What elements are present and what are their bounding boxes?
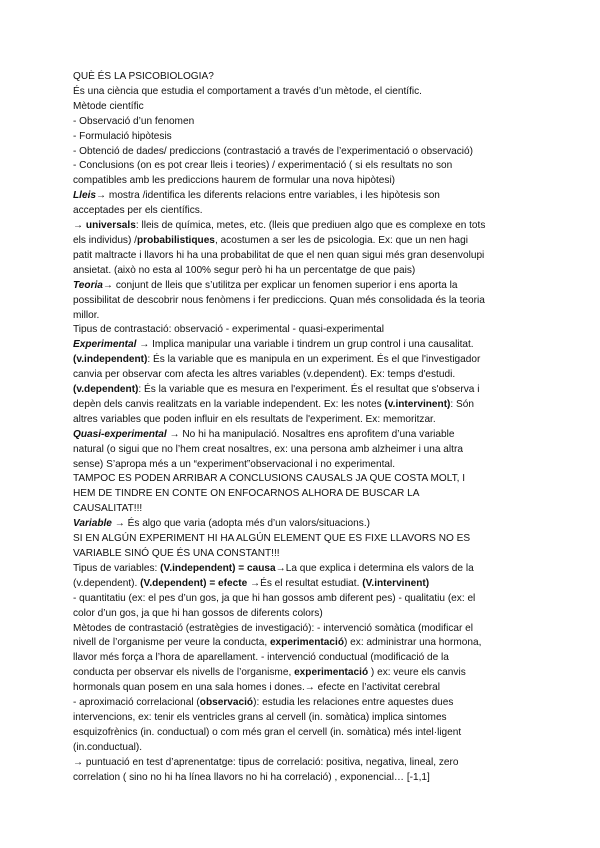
variable-term: Variable xyxy=(73,518,112,530)
methods-line xyxy=(73,696,533,711)
methods-text: ) ex: administrar una hormona, xyxy=(344,637,482,649)
document-page xyxy=(73,70,533,786)
vd-text: : És la variable que es mesura en l'experiment. És el resultat que s'observa i xyxy=(138,384,480,396)
vd-efecte-term: (V.dependent) = efecte xyxy=(140,577,248,589)
universals-line: patit maltracte i llavors hi ha una probabilitat de que el nen quan sigui més gran desenvolupi xyxy=(73,249,485,261)
methods-line: intervencions, ex: tenir els ventricles grans al cervell (in. somàtica) implica sintomes xyxy=(73,711,447,723)
teoria-text: → conjunt de lleis que s’utilitza per explicar un fenomen superior i ens aporta la xyxy=(102,279,458,291)
universals-paragraph xyxy=(73,219,533,234)
var-types-line xyxy=(73,577,533,592)
methods-text: conducta per observar els nivells de l’organisme, xyxy=(73,667,295,679)
quasi-line: sense) S’apropa més a un “experiment”observacional i no experimental. xyxy=(73,458,396,470)
vi-text: : És la variable que es manipula en un experiment. És el que l'investigador xyxy=(147,354,481,366)
methods-line: llavor més força a l’hora de aparellament. - intervenció conductual (modificació de la xyxy=(73,652,449,664)
quasi-term: Quasi-experimental xyxy=(73,428,167,440)
vd-term: (v.dependent) xyxy=(73,384,139,396)
methods-line: hormonals quan posem en una sala homes i dones.→ efecte en l’activitat cerebral xyxy=(73,682,440,694)
vd-line xyxy=(73,398,533,413)
methods-text: ): estudia les relaciones entre aquestes dues xyxy=(253,697,454,709)
method-step: - Observació d’un fenomen xyxy=(73,115,195,127)
caps-note: VARIABLE SINÓ QUE ÉS UNA CONSTANT!!! xyxy=(73,548,280,559)
intro-text: És una ciència que estudia el comportament a través d’un mètode, el científic. xyxy=(73,85,422,97)
variable-paragraph xyxy=(73,517,533,532)
experimentacio-term: experimentació xyxy=(269,637,344,649)
teoria-term: Teoria xyxy=(73,279,103,291)
lleis-text: acceptades per els científics. xyxy=(73,205,203,217)
variable-text: → És algo que varia (adopta més d’un valors/situacions.) xyxy=(111,518,370,530)
methods-line: (in.conductual). xyxy=(73,741,143,753)
vint-text: : Són xyxy=(450,398,474,410)
method-heading: Mètode científic xyxy=(73,100,144,112)
probabilistiques-term: probabilistiques xyxy=(136,234,215,246)
var-types-line xyxy=(73,562,533,577)
var-types-text: Tipus de variables: xyxy=(73,562,161,574)
method-step: compatibles amb les prediccions haurem de formular una nova hipòtesi) xyxy=(73,175,396,187)
var-types-text: (v.dependent). xyxy=(73,577,141,589)
methods-text: ) ex: veure els canvis xyxy=(368,667,466,679)
quasi-text: → No hi ha manipulació. Nosaltres ens aprofitem d’una variable xyxy=(166,428,455,440)
caps-note: TAMPOC ES PODEN ARRIBAR A CONCLUSIONS CAUSALS JA QUE COSTA MOLT, I xyxy=(73,473,466,485)
methods-line: Mètodes de contrastació (estratègies de investigació): - intervenció somàtica (modificar el xyxy=(73,622,474,634)
methods-line xyxy=(73,666,533,681)
method-step: - Formulació hipòtesis xyxy=(73,130,172,142)
var-types-line: color d’un gos, ja que hi han gossos de diferents colors) xyxy=(73,607,323,619)
lleis-term: Lleis xyxy=(73,190,97,202)
vi-line: canvia per observar com afecta les altres variables (v.dependent). Ex: temps d'estudi. xyxy=(73,369,456,381)
method-step: - Obtenció de dades/ prediccions (contrastació a través de l’experimentació o observació) xyxy=(73,145,474,157)
teoria-line: possibilitat de descobrir nous fenòmens i fer prediccions. Quan més consolidada és la teoria xyxy=(73,294,485,306)
caps-note: CAUSALITAT!!! xyxy=(73,503,143,515)
caps-note: HEM DE TINDRE EN CONTE ON ENFOCARNOS ALHORA DE BUSCAR LA xyxy=(73,488,420,500)
vd-text: depèn dels canvis realitzats en la variable independent. Ex: les notes xyxy=(73,398,385,410)
experimental-term: Experimental xyxy=(73,339,137,351)
caps-note: SI EN ALGÚN EXPERIMENT HI HA ALGÚN ELEMENT QUE ES FIXE LLAVORS NO ES xyxy=(73,533,471,545)
universals-text: : lleis de química, metes, etc. (lleis que prediuen algo que es complexe en tots xyxy=(135,220,486,232)
universals-text: , acostumen a ser les de psicologia. Ex: que un nen hagi xyxy=(214,234,469,246)
methods-line xyxy=(73,636,533,651)
vint-line: altres variables que poden influir en els resultats de l'experiment. Ex: memoritzar. xyxy=(73,413,436,425)
method-step: - Conclusions (on es pot crear lleis i teories) / experimentació ( si els resultats no son xyxy=(73,160,453,172)
var-types-text: →És el resultat estudiat. xyxy=(247,577,363,589)
teoria-paragraph xyxy=(73,279,533,294)
vd-line xyxy=(73,383,533,398)
universals-line: ansietat. (això no esta al 100% segur però hi ha un percentatge de que pais) xyxy=(73,264,416,276)
vintervinent-term: (V.intervinent) xyxy=(362,577,430,589)
arrow: → xyxy=(73,220,86,232)
vi-line xyxy=(73,353,533,368)
experimental-text: → Implica manipular una variable i tindrem un grup control i una causalitat. xyxy=(136,339,474,351)
quasi-paragraph xyxy=(73,428,533,443)
var-types-line: - quantitatiu (ex: el pes d’un gos, ja que hi han gossos amb diferent pes) - qualitatiu (ex: el xyxy=(73,592,476,604)
methods-text: nivell de l’organisme per veure la conducta, xyxy=(73,637,270,649)
observacio-term: observació xyxy=(199,697,254,709)
vi-term: (v.independent) xyxy=(73,354,148,366)
experimental-paragraph xyxy=(73,338,533,353)
teoria-line: millor. xyxy=(73,309,100,321)
universals-text: els individus) / xyxy=(73,234,137,246)
vint-term: (v.intervinent) xyxy=(384,398,451,410)
correlation-line: → puntuació en test d’aprenentatge: tipus de correlació: positiva, negativa, lineal, zero xyxy=(73,756,459,768)
methods-line: esquizofrènics (in. conductual) o com més gran el cervell (in. somàtica) més intel·ligent xyxy=(73,726,462,738)
universals-line xyxy=(73,234,533,249)
lleis-paragraph xyxy=(73,189,533,204)
universals-term: universals xyxy=(85,220,136,232)
vi-causa-term: (V.independent) = causa xyxy=(160,562,276,574)
correlation-line: correlation ( sino no hi ha línea llavors no hi ha correlació) , exponencial… [-1,1] xyxy=(73,771,430,783)
experimentacio-term: experimentació xyxy=(294,667,369,679)
var-types-text: →La que explica i determina els valors de la xyxy=(275,562,474,574)
methods-text: - aproximació correlacional ( xyxy=(73,697,200,709)
doc-title: QUÈ ÉS LA PSICOBIOLOGIA? xyxy=(73,71,214,82)
lleis-text: → mostra /identifica les diferents relacions entre variables, i les hipòtesis son xyxy=(96,190,440,202)
quasi-line: natural (o sigui que no l’hem creat nosaltres, ex: una persona amb alzheimer i una altra xyxy=(73,443,463,455)
contrast-types: Tipus de contrastació: observació - experimental - quasi-experimental xyxy=(73,324,384,336)
